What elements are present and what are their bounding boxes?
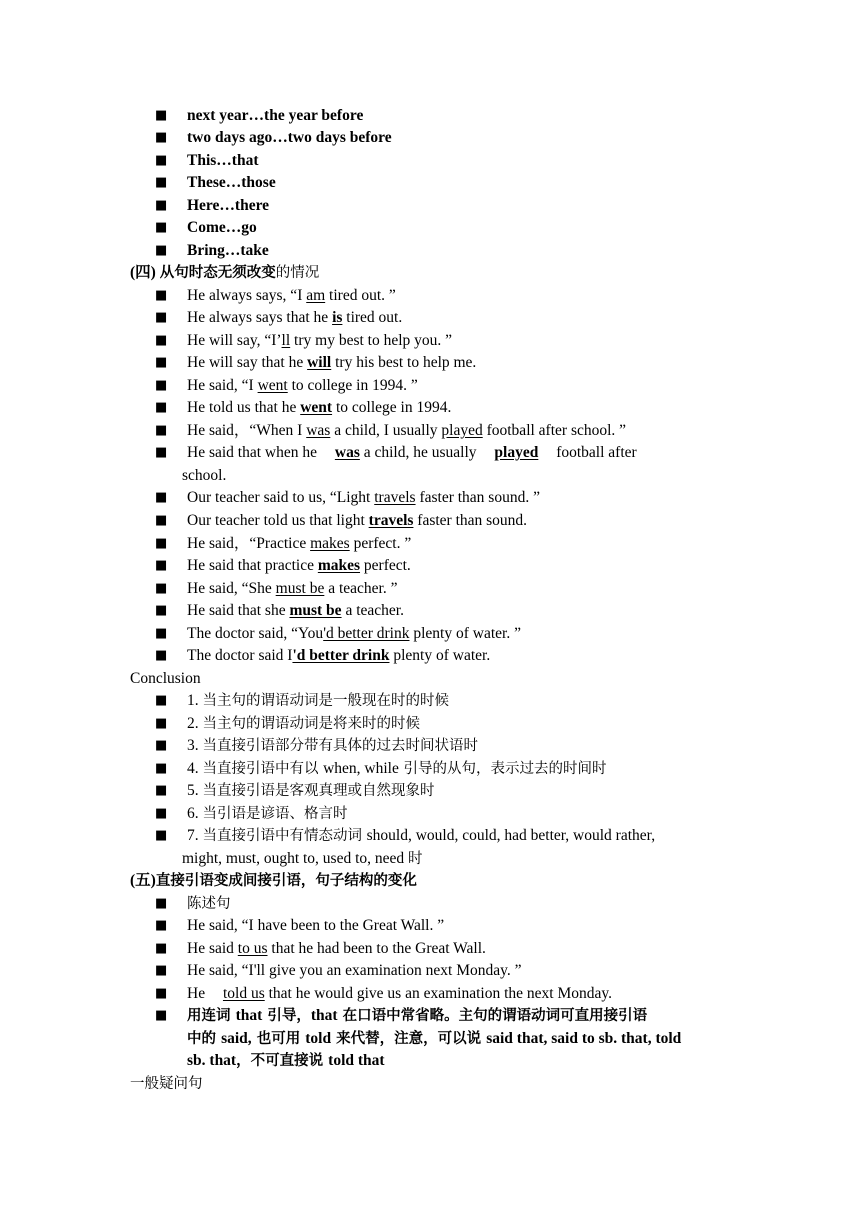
- text-segment: ，不可直接说: [236, 1053, 329, 1069]
- text-segment: must be: [275, 580, 325, 597]
- text-segment: played: [441, 422, 483, 439]
- text-segment: He said: [187, 940, 238, 957]
- text-segment: 陈述句: [187, 896, 231, 912]
- list-item: [187, 487, 540, 509]
- text-segment: am: [306, 287, 326, 304]
- text-segment: (四): [130, 264, 160, 281]
- text-segment: He said that practice: [187, 557, 318, 574]
- bullet-icon: ■: [155, 243, 168, 258]
- list-item: [187, 510, 527, 532]
- text-segment: (五): [130, 872, 156, 889]
- text-segment: travels: [374, 489, 416, 506]
- bullet-icon: ■: [155, 175, 168, 190]
- list-item: [187, 285, 396, 307]
- text-segment: a child, I usually: [330, 422, 442, 439]
- section-heading: [130, 668, 201, 690]
- text-segment: that he would give us an examination the next Monday.: [264, 985, 612, 1002]
- text-segment: sb. that: [187, 1052, 237, 1069]
- bullet-icon: ■: [155, 716, 168, 731]
- bullet-icon: ■: [155, 896, 168, 911]
- list-item: [182, 465, 226, 487]
- text-segment: He will say that he: [187, 354, 308, 371]
- list-item: [187, 825, 655, 847]
- bullet-icon: ■: [155, 198, 168, 213]
- text-segment: was: [306, 422, 331, 439]
- bullet-icon: ■: [155, 288, 168, 303]
- text-segment: 2.: [187, 715, 203, 732]
- text-segment: Conclusion: [130, 670, 201, 687]
- list-item: [187, 735, 478, 757]
- bullet-icon: ■: [155, 806, 168, 821]
- text-segment: Bring…take: [187, 242, 269, 259]
- list-item: [187, 240, 269, 262]
- list-item: [187, 983, 612, 1005]
- text-segment: He: [187, 985, 209, 1002]
- list-item: [187, 195, 269, 217]
- bullet-icon: ■: [155, 626, 168, 641]
- text-segment: He told us that he: [187, 399, 301, 416]
- text-segment: 当主句的谓语动词是一般现在时的时候: [202, 693, 449, 709]
- text-segment: He always says that he: [187, 309, 333, 326]
- bullet-icon: ■: [155, 603, 168, 618]
- text-segment: tired out.: [342, 309, 403, 326]
- text-segment: 4.: [187, 760, 203, 777]
- section-heading: [130, 1073, 203, 1095]
- bullet-icon: ■: [155, 333, 168, 348]
- text-segment: football after: [556, 444, 637, 461]
- text-segment: 当引语是谚语、格言时: [202, 806, 348, 822]
- text-segment: [538, 444, 542, 461]
- bullet-icon: ■: [155, 986, 168, 1001]
- text-segment: played: [494, 444, 539, 461]
- bullet-icon: ■: [155, 761, 168, 776]
- bullet-icon: ■: [155, 423, 168, 438]
- list-item: [187, 578, 397, 600]
- text-segment: tired out. ”: [325, 287, 396, 304]
- text-segment: told: [305, 1030, 332, 1047]
- text-segment: This…that: [187, 152, 259, 169]
- list-item: [187, 960, 522, 982]
- text-segment: football after school. ”: [482, 422, 627, 439]
- list-item: [187, 330, 452, 352]
- text-segment: 当直接引语中有以: [202, 761, 324, 777]
- bullet-icon: ■: [155, 941, 168, 956]
- text-segment: will: [307, 354, 332, 371]
- text-segment: 当直接引语中有情态动词: [202, 828, 367, 844]
- bullet-icon: ■: [155, 918, 168, 933]
- text-segment: 来代替，注意，可以说: [331, 1031, 487, 1047]
- bullet-icon: ■: [155, 783, 168, 798]
- bullet-icon: ■: [155, 378, 168, 393]
- text-segment: must be: [289, 602, 342, 619]
- text-segment: 1.: [187, 692, 203, 709]
- list-item: [187, 623, 521, 645]
- bullet-icon: ■: [155, 828, 168, 843]
- text-segment: He said, “I: [187, 377, 258, 394]
- list-item: [187, 442, 637, 464]
- list-item: [187, 352, 476, 374]
- text-segment: 5.: [187, 782, 203, 799]
- list-item: [187, 127, 392, 149]
- list-item: [187, 690, 449, 712]
- text-segment: plenty of water. ”: [409, 625, 521, 642]
- text-segment: 6.: [187, 805, 203, 822]
- bullet-icon: ■: [155, 648, 168, 663]
- text-segment: He said, “I'll give you an examination next Monday. ”: [187, 962, 522, 979]
- text-segment: 当直接引语部分带有具体的过去时间状语时: [202, 738, 478, 754]
- text-segment: that: [235, 1007, 263, 1024]
- text-segment: Our teacher said to us, “Light: [187, 489, 375, 506]
- text-segment: He said，“Practice: [187, 535, 311, 552]
- list-item: [187, 780, 435, 802]
- list-item: [182, 848, 423, 870]
- bullet-icon: ■: [155, 355, 168, 370]
- text-segment: went: [257, 377, 288, 394]
- text-segment: 中的: [187, 1031, 222, 1047]
- text-segment: He said that when he: [187, 444, 321, 461]
- list-item: [187, 420, 626, 442]
- text-segment: try his best to help me.: [331, 354, 477, 371]
- text-segment: 当直接引语是客观真理或自然现象时: [202, 783, 435, 799]
- list-item: [187, 893, 231, 915]
- bullet-icon: ■: [155, 963, 168, 978]
- list-item: [187, 1028, 681, 1050]
- list-item: [187, 915, 444, 937]
- text-segment: next year…the year before: [187, 107, 364, 124]
- text-segment: a child, he usually: [359, 444, 481, 461]
- text-segment: try my best to help you. ”: [290, 332, 453, 349]
- text-segment: told that: [328, 1052, 385, 1069]
- bullet-icon: ■: [155, 693, 168, 708]
- text-segment: faster than sound. ”: [415, 489, 540, 506]
- bullet-icon: ■: [155, 400, 168, 415]
- list-item: [187, 397, 451, 419]
- text-segment: 一般疑问句: [130, 1076, 203, 1092]
- bullet-icon: ■: [155, 108, 168, 123]
- text-segment: 用连词: [187, 1008, 236, 1024]
- text-segment: said,: [221, 1030, 252, 1047]
- bullet-icon: ■: [155, 536, 168, 551]
- text-segment: is: [332, 309, 343, 326]
- text-segment: that he had been to the Great Wall.: [267, 940, 486, 957]
- text-segment: 'd better drink: [292, 647, 390, 664]
- section-heading: [130, 870, 417, 892]
- text-segment: ll: [281, 332, 291, 349]
- text-segment: when, while: [323, 760, 399, 777]
- text-segment: He said, “I have been to the Great Wall. ”: [187, 917, 445, 934]
- list-item: [187, 713, 420, 735]
- text-segment: to us: [237, 940, 268, 957]
- text-segment: 引导的从句，表示过去的时间时: [398, 761, 607, 777]
- text-segment: Come…go: [187, 219, 257, 236]
- bullet-icon: ■: [155, 220, 168, 235]
- bullet-icon: ■: [155, 490, 168, 505]
- text-segment: 'd better drink: [323, 625, 410, 642]
- text-segment: should, would, could, had better, would rather,: [366, 827, 656, 844]
- text-segment: 3.: [187, 737, 203, 754]
- bullet-icon: ■: [155, 445, 168, 460]
- bullet-icon: ■: [155, 153, 168, 168]
- text-segment: 也可用: [251, 1031, 306, 1047]
- list-item: [187, 1050, 385, 1072]
- bullet-icon: ■: [155, 738, 168, 753]
- text-segment: 直接引语变成间接引语，句子结构的变化: [155, 873, 417, 889]
- bullet-icon: ■: [155, 130, 168, 145]
- text-segment: was: [334, 444, 360, 461]
- list-item: [187, 803, 348, 825]
- text-segment: He will say, “I’: [187, 332, 282, 349]
- list-item: [187, 172, 276, 194]
- text-segment: two days ago…two days before: [187, 129, 392, 146]
- text-segment: 从句时态无须改变: [159, 265, 276, 281]
- text-segment: went: [300, 399, 333, 416]
- text-segment: Here…there: [187, 197, 270, 214]
- text-segment: 的情况: [275, 265, 320, 281]
- list-item: [187, 645, 490, 667]
- list-item: [187, 1005, 647, 1027]
- bullet-icon: ■: [155, 1008, 168, 1023]
- text-segment: He always says, “I: [187, 287, 307, 304]
- text-segment: The doctor said, “You: [187, 625, 324, 642]
- text-segment: plenty of water.: [389, 647, 491, 664]
- text-segment: travels: [368, 512, 414, 529]
- list-item: [187, 600, 404, 622]
- text-segment: makes: [310, 535, 350, 552]
- text-segment: that: [310, 1007, 338, 1024]
- text-segment: 时: [408, 851, 423, 867]
- list-item: [187, 758, 606, 780]
- bullet-icon: ■: [155, 513, 168, 528]
- list-item: [187, 217, 257, 239]
- text-segment: The doctor said I: [187, 647, 293, 664]
- list-item: [187, 105, 363, 127]
- text-segment: makes: [317, 557, 361, 574]
- text-segment: perfect. ”: [349, 535, 412, 552]
- list-item: [187, 555, 411, 577]
- text-segment: said that, said to sb. that, told: [486, 1030, 682, 1047]
- text-segment: Our teacher told us that light: [187, 512, 369, 529]
- text-segment: He said, “She: [187, 580, 276, 597]
- text-segment: perfect.: [360, 557, 411, 574]
- list-item: [187, 375, 418, 397]
- list-item: [187, 533, 411, 555]
- bullet-icon: ■: [155, 310, 168, 325]
- bullet-icon: ■: [155, 558, 168, 573]
- list-item: [187, 307, 402, 329]
- section-heading: [130, 262, 319, 284]
- text-segment: faster than sound.: [413, 512, 528, 529]
- text-segment: 当主句的谓语动词是将来时的时候: [202, 716, 420, 732]
- text-segment: told us: [222, 985, 265, 1002]
- text-segment: 引导，: [262, 1008, 311, 1024]
- text-segment: school.: [182, 467, 227, 484]
- list-item: [187, 938, 486, 960]
- text-segment: a teacher. ”: [324, 580, 398, 597]
- text-segment: to college in 1994. ”: [287, 377, 418, 394]
- text-segment: 7.: [187, 827, 203, 844]
- list-item: [187, 150, 259, 172]
- text-segment: might, must, ought to, used to, need: [182, 850, 409, 867]
- text-segment: He said that she: [187, 602, 290, 619]
- text-segment: 在口语中常省略。主句的谓语动词可直用接引语: [337, 1008, 648, 1024]
- text-segment: These…those: [187, 174, 276, 191]
- text-segment: He said，“When I: [187, 422, 307, 439]
- bullet-icon: ■: [155, 581, 168, 596]
- text-segment: a teacher.: [341, 602, 404, 619]
- text-segment: to college in 1994.: [332, 399, 452, 416]
